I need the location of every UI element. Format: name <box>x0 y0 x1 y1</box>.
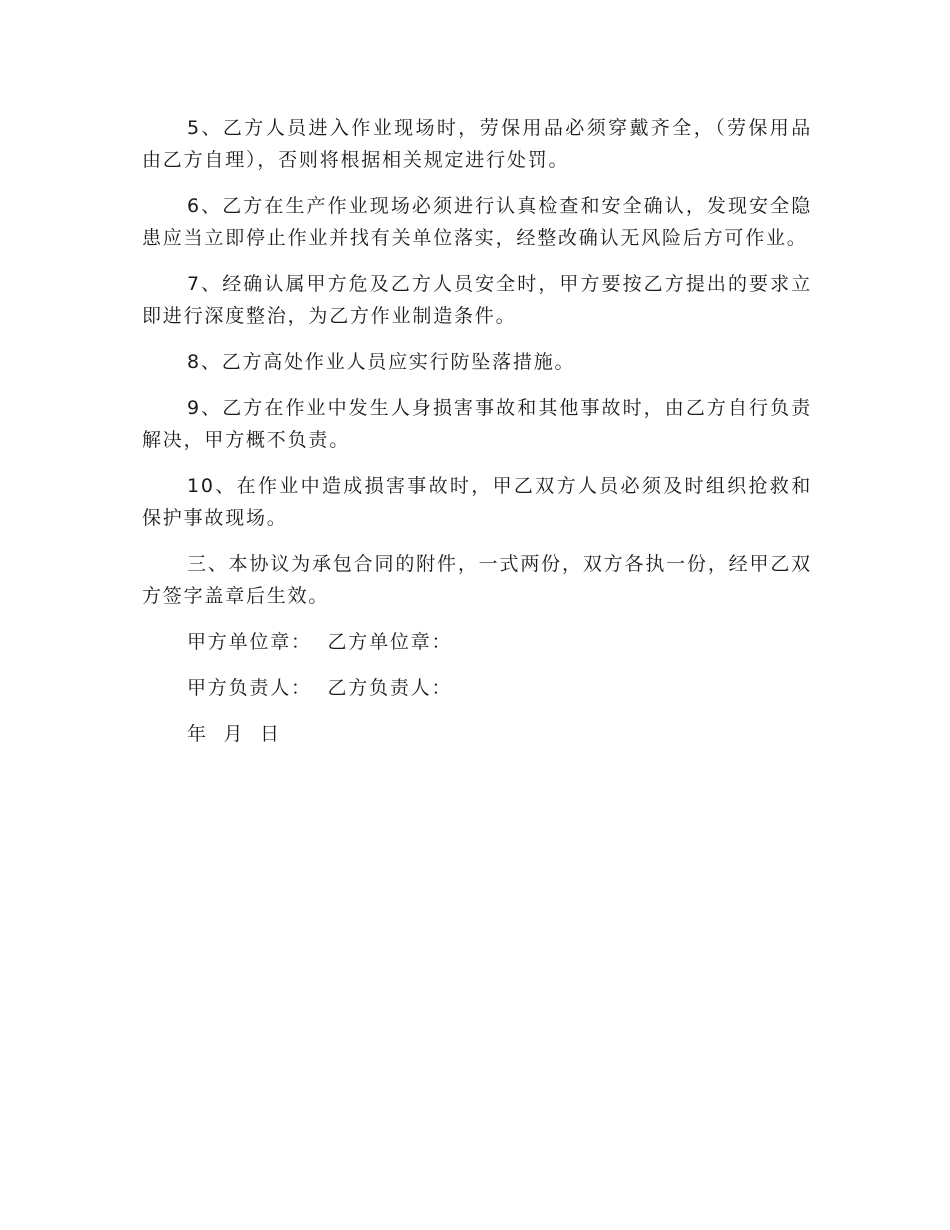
date-line: 年 月 日 <box>187 723 281 745</box>
document-body <box>142 112 812 764</box>
seal-line: 甲方单位章： 乙方单位章： <box>187 631 453 653</box>
clause-8: 8、乙方高处作业人员应实行防坠落措施。 <box>187 351 576 373</box>
clause-5: 5、乙方人员进入作业现场时，劳保用品必须穿戴齐全，（劳保用品由乙方自理），否则将根据相关规定进行处罚。 <box>142 117 812 171</box>
clause-6: 6、乙方在生产作业现场必须进行认真检查和安全确认，发现安全隐患应当立即停止作业并找有关单位落实，经整改确认无风险后方可作业。 <box>142 195 812 249</box>
clause-9: 9、乙方在作业中发生人身损害事故和其他事故时，由乙方自行负责解决，甲方概不负责。 <box>142 397 812 451</box>
clause-three: 三、本协议为承包合同的附件，一式两份，双方各执一份，经甲乙双方签字盖章后生效。 <box>142 553 812 607</box>
clause-10: 10、在作业中造成损害事故时，甲乙双方人员必须及时组织抢救和保护事故现场。 <box>142 475 812 529</box>
responsible-line: 甲方负责人： 乙方负责人： <box>187 677 453 699</box>
clause-7: 7、经确认属甲方危及乙方人员安全时，甲方要按乙方提出的要求立即进行深度整治，为乙方作业制造条件。 <box>142 273 812 327</box>
